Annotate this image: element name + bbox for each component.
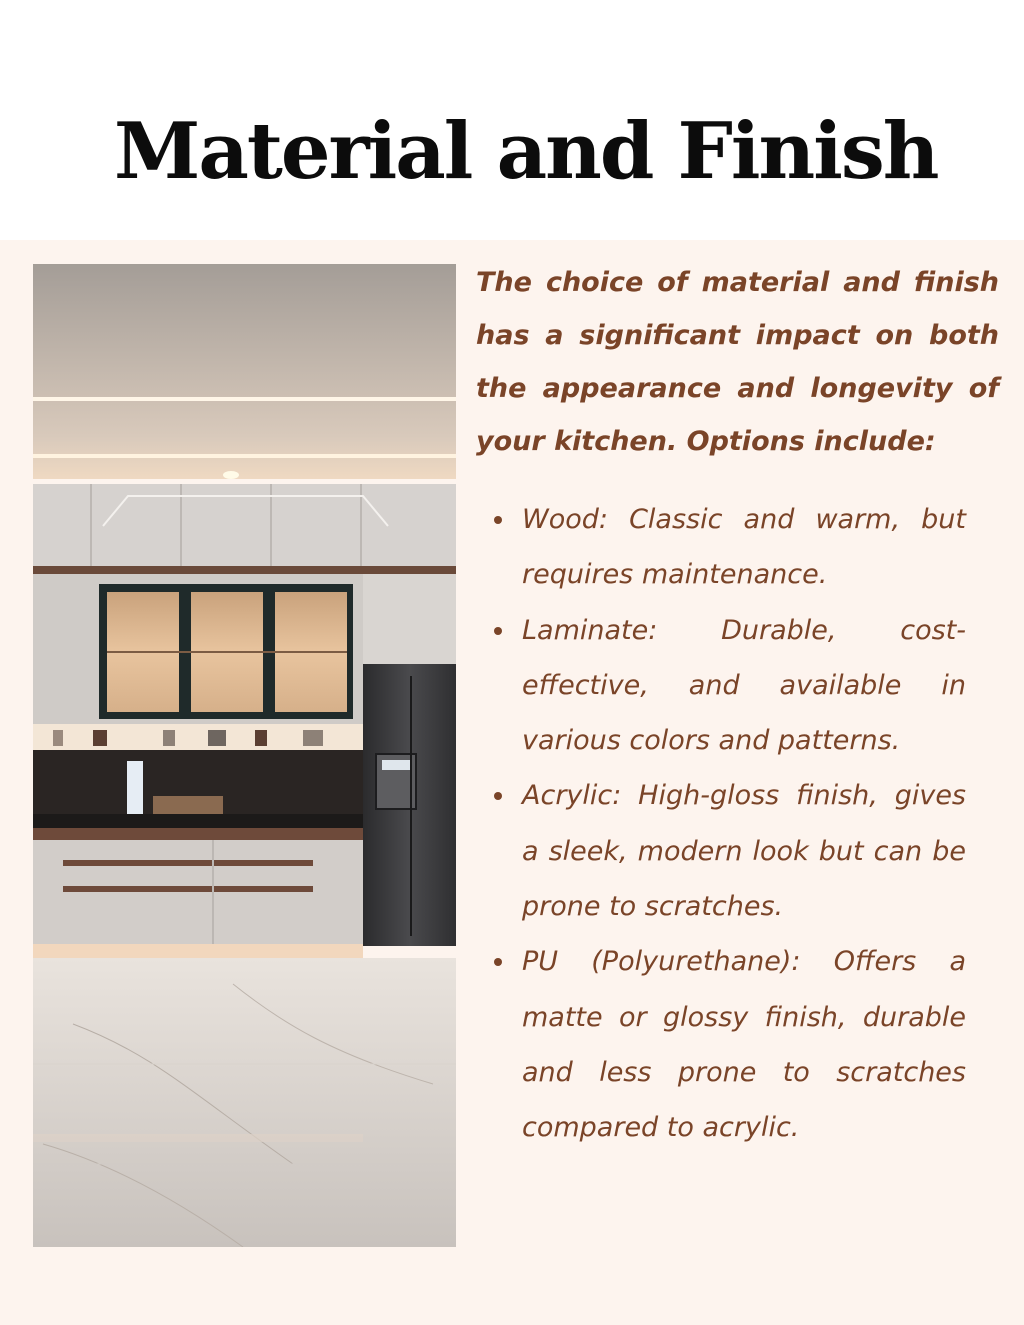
list-item: Acrylic: High-gloss finish, gives a sleek, modern look but can be prone to scratches. [476,768,966,934]
page-title: Material and Finish [114,106,938,197]
kitchen-photo [33,264,456,1247]
material-options-list [476,492,966,1156]
list-item: Wood: Classic and warm, but requires maintenance. [476,492,966,603]
list-item: Laminate: Durable, cost-effective, and available in various colors and patterns. [476,603,966,769]
intro-paragraph: The choice of material and finish has a significant impact on both the appearance and longevity of your kitchen. Options include: [476,267,999,457]
list-item: PU (Polyurethane): Offers a matte or glossy finish, durable and less prone to scratches compared to acrylic. [476,934,966,1155]
